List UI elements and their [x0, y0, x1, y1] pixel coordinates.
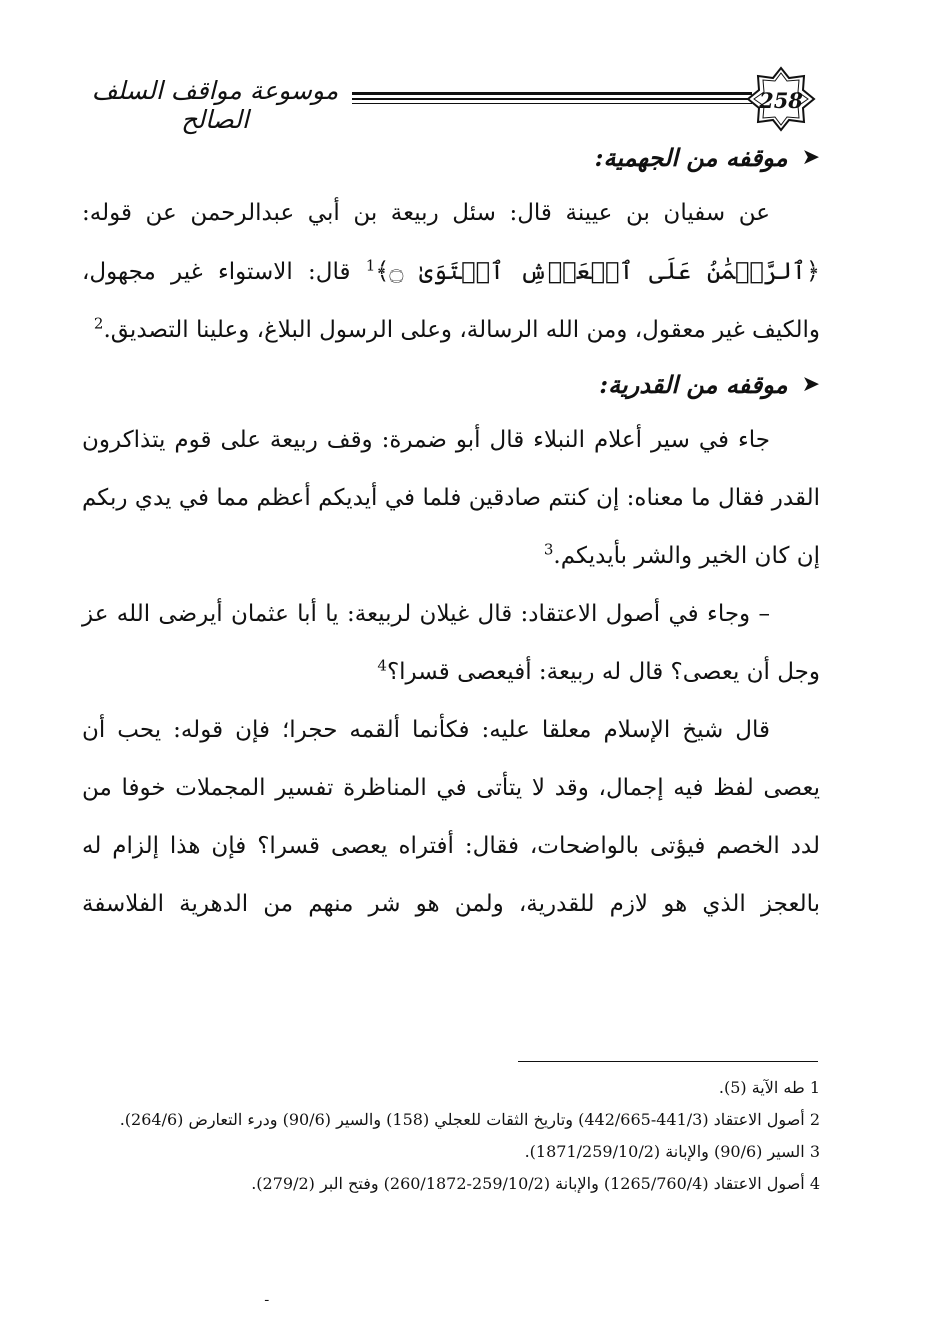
footnote-text: السير (90/6) والإبانة (1871/259/10/2). [524, 1142, 805, 1161]
footnote-ref[interactable]: 1 [365, 256, 376, 275]
page-number: 258 [759, 88, 803, 113]
header-rule [352, 98, 752, 100]
footnote-number: 4 [809, 1174, 820, 1193]
footnote-text: أصول الاعتقاد (441/3-442/665) وتاريخ الثقات للعجلي (158) والسير (90/6) ودرء التعارض (264/6). [119, 1110, 805, 1129]
footnote-number: 1 [809, 1078, 820, 1097]
footnote-text: أصول الاعتقاد (1265/760/4) والإبانة (259/10/2-260/1872) وفتح البر (279/2). [251, 1174, 805, 1193]
footnote-ref[interactable]: 3 [543, 540, 554, 559]
page-header [80, 68, 835, 134]
quran-verse: ﴿ٱلرَّحۡمَٰنُ عَلَى ٱلۡعَرۡشِ ٱسۡتَوَىٰ ۝﴾ [375, 257, 820, 285]
arrow-bullet-icon: ➤ [801, 372, 820, 397]
footnote-ref[interactable]: 4 [377, 656, 387, 675]
paragraph [82, 701, 820, 933]
footnote-separator [518, 1061, 818, 1062]
section-heading [82, 359, 820, 411]
paragraph-text: قال: الاستواء غير مجهول، والكيف غير معقول، ومن الله الرسالة، وعلى الرسول البلاغ، وعلينا التصديق. [82, 259, 820, 343]
main-content [82, 132, 820, 933]
footnote-number: 2 [809, 1110, 820, 1129]
footnote [80, 1168, 820, 1200]
arrow-bullet-icon: ➤ [801, 145, 820, 170]
footer-mark: ـ [265, 1290, 269, 1304]
footnotes [80, 1072, 820, 1200]
section-heading-text: موقفه من الجهمية: [594, 143, 788, 172]
header-rule [352, 103, 752, 104]
header-rule [352, 92, 752, 95]
footnote [80, 1072, 820, 1104]
section-heading [82, 132, 820, 184]
paragraph [82, 411, 820, 585]
paragraph-text: جاء في سير أعلام النبلاء قال أبو ضمرة: وقف ربيعة على قوم يتذاكرون القدر فقال ما معناه: إن كنتم صادقين فلما في أيديكم أعظم مما في يدي ربكم إن كان الخير والشر بأيديكم. [82, 427, 820, 569]
paragraph [82, 184, 820, 359]
paragraph-text: قال شيخ الإسلام معلقا عليه: فكأنما ألقمه حجرا؛ فإن قوله: يحب أن يعصى لفظ فيه إجمال، وقد لا يتأتى في المناظرة تفسير المجملات خوفا من لدد الخصم فيؤتى بالواضحات، فقال: أفتراه يعصى قسرا؟ فإن هذا إلزام له بالعجز الذي هو لازم للقدرية، ولمن هو شر منهم من الدهرية الفلاسفة [82, 717, 820, 917]
paragraph-text: – وجاء في أصول الاعتقاد: قال غيلان لربيعة: يا أبا عثمان أيرضى الله عز وجل أن يعصى؟ قال له ربيعة: أفيعصى قسرا؟ [82, 601, 820, 685]
footnote [80, 1136, 820, 1168]
footnote-number: 3 [809, 1142, 820, 1161]
book-title: موسوعة مواقف السلف الصالح [91, 76, 339, 134]
section-heading-text: موقفه من القدرية: [599, 370, 788, 399]
footnote-text: طه الآية (5). [718, 1078, 805, 1097]
footnote [80, 1104, 820, 1136]
footnote-ref[interactable]: 2 [93, 314, 104, 333]
paragraph [82, 585, 820, 701]
paragraph-text: عن سفيان بن عيينة قال: سئل ربيعة بن أبي عبدالرحمن عن قوله: [82, 200, 770, 226]
